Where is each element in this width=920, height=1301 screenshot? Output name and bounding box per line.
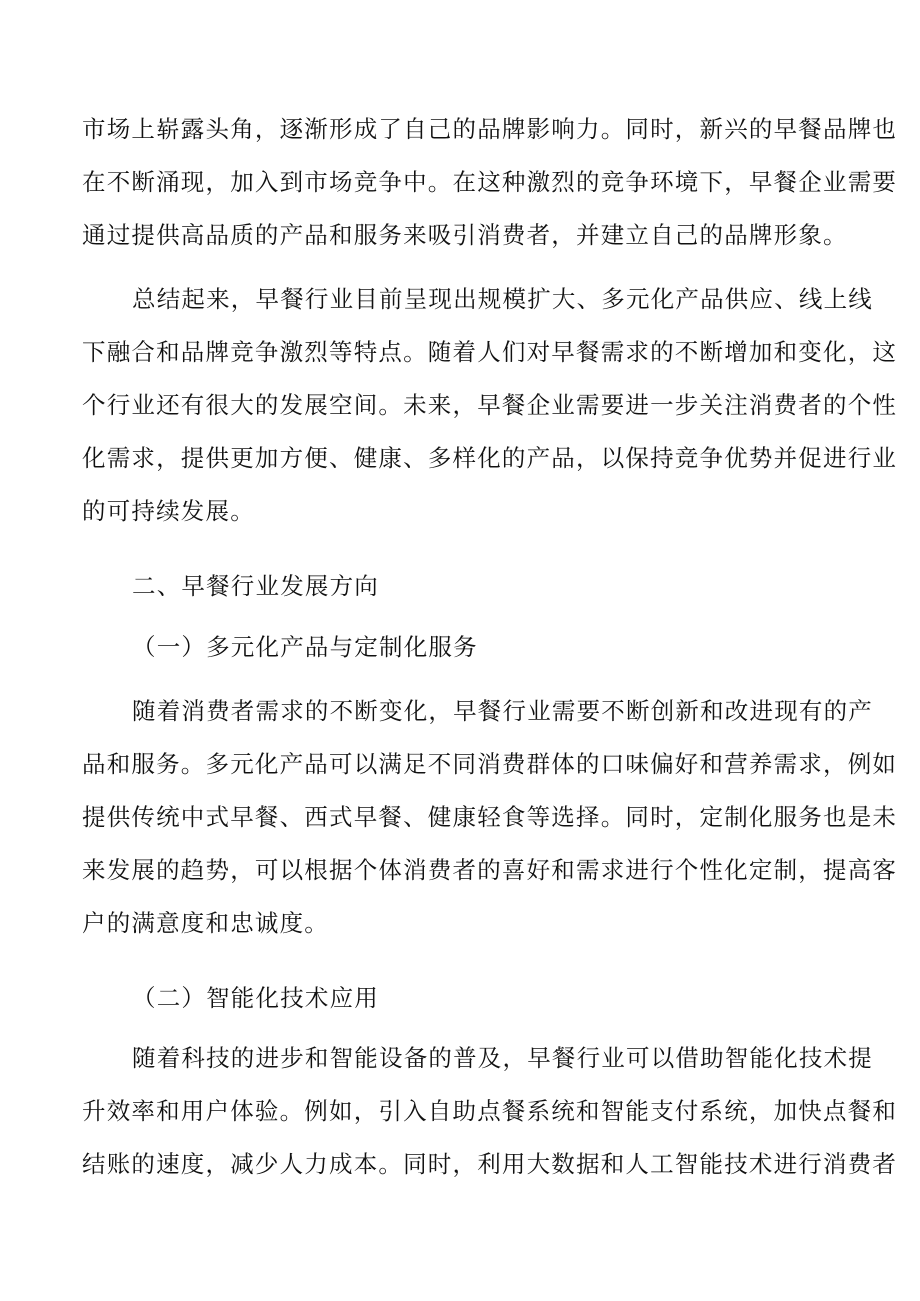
paragraph-line: 随着消费者需求的不断变化，早餐行业需要不断创新和改进现有的产 bbox=[132, 697, 873, 725]
paragraph-line: 户的满意度和忠诚度。 bbox=[82, 909, 329, 937]
subsection-heading: （二）智能化技术应用 bbox=[132, 984, 379, 1012]
subsection-heading: （一）多元化产品与定制化服务 bbox=[132, 633, 478, 661]
paragraph-line: 在不断涌现，加入到市场竞争中。在这种激烈的竞争环境下，早餐企业需要 bbox=[82, 168, 898, 196]
paragraph-line: 提供传统中式早餐、西式早餐、健康轻食等选择。同时，定制化服务也是未 bbox=[82, 803, 898, 831]
paragraph-line: 总结起来，早餐行业目前呈现出规模扩大、多元化产品供应、线上线 bbox=[132, 285, 873, 313]
paragraph-line: 的可持续发展。 bbox=[82, 497, 255, 525]
paragraph-line: 结账的速度，减少人力成本。同时，利用大数据和人工智能技术进行消费者 bbox=[82, 1150, 898, 1178]
paragraph-line: 随着科技的进步和智能设备的普及，早餐行业可以借助智能化技术提 bbox=[132, 1044, 873, 1072]
section-heading: 二、早餐行业发展方向 bbox=[132, 572, 379, 600]
paragraph-line: 升效率和用户体验。例如，引入自助点餐系统和智能支付系统，加快点餐和 bbox=[82, 1097, 898, 1125]
paragraph-line: 品和服务。多元化产品可以满足不同消费群体的口味偏好和营养需求，例如 bbox=[82, 750, 898, 778]
paragraph-line: 个行业还有很大的发展空间。未来，早餐企业需要进一步关注消费者的个性 bbox=[82, 391, 898, 419]
paragraph-line: 下融合和品牌竞争激烈等特点。随着人们对早餐需求的不断增加和变化，这 bbox=[82, 338, 898, 366]
paragraph-line: 来发展的趋势，可以根据个体消费者的喜好和需求进行个性化定制，提高客 bbox=[82, 856, 898, 884]
paragraph-line: 化需求，提供更加方便、健康、多样化的产品，以保持竞争优势并促进行业 bbox=[82, 444, 898, 472]
paragraph-line: 通过提供高品质的产品和服务来吸引消费者，并建立自己的品牌形象。 bbox=[82, 221, 848, 249]
paragraph-line: 市场上崭露头角，逐渐形成了自己的品牌影响力。同时，新兴的早餐品牌也 bbox=[82, 115, 898, 143]
